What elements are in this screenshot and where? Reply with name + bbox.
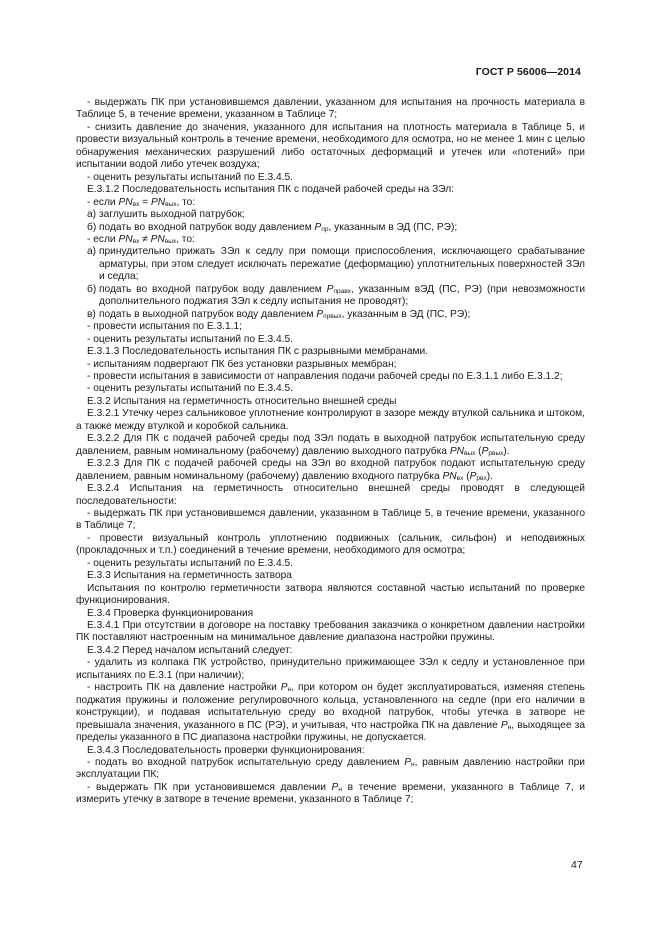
paragraph: - оценить результаты испытаний по Е.3.4.5. [87, 557, 294, 569]
paragraph: Испытания по контролю герметичности затвора являются составной частью испытаний по проверке функционирования. [76, 582, 585, 607]
list-item: б) подать во входной патрубок воду давлением $P_{правх}$, указанным вЭД (ПС, РЭ) (при невозможности дополнительного поджатия ЗЭл к седлу испытания не проводят); [87, 283, 586, 308]
section-heading: Е.3.1.3 Последовательность испытания ПК с разрывными мембранами. [87, 346, 429, 358]
paragraph: - оценить результаты испытаний по Е.3.4.5. [87, 333, 294, 345]
document-body [76, 97, 585, 807]
paragraph: - выдержать ПК при установившемся давлении, указанном для испытания на прочность материала в Таблице 5, в течение времени, указанном в Таблице 7; [76, 97, 585, 121]
section-heading: Е.3.2 Испытания на герметичность относительно внешней среды [87, 395, 397, 407]
section-heading: Е.3.4.3 Последовательность проверки функционирования: [87, 744, 365, 756]
page-number: 47 [571, 859, 583, 871]
list-item: б) подать во входной патрубок воду давлением $P_{пр}$, указанным в ЭД (ПС, РЭ); [87, 221, 458, 233]
paragraph: - испытаниям подвергают ПК без установки разрывных мембран; [87, 358, 397, 370]
paragraph: - если $PN_{вх} \ne PN_{вых}$, то: [87, 233, 195, 245]
paragraph: - снизить давление до значения, указанного для испытания на плотность материала в Таблице 5, и провести визуальный контроль в течение времени, необходимого для осмотра, но не менее 1 мин с целью обнаружения механических разрушений либо остаточных деформаций и утечек или «потений» при испытании водой либо утечек воздуха; [76, 121, 585, 171]
paragraph: - оценить результаты испытаний по Е.3.4.5. [87, 383, 294, 395]
paragraph: - провести визуальный контроль уплотнению подвижных (сальник, сильфон) и неподвижных (прокладочных и т.п.) соединений в течение времени, необходимого для осмотра; [76, 532, 585, 557]
paragraph: Е.3.2.3 Для ПК с подачей рабочей среды на ЗЭл во входной патрубок подают испытательную среду давлением, равным номинальному (рабочему) давлению входного патрубка $PN_{вх}$ $(P_{рвх})$. [76, 458, 585, 482]
paragraph: Е.3.2.2 Для ПК с подачей рабочей среды под ЗЭл подать в выходной патрубок испытательную среду давлением, равным номинальному (рабочему) давлению выходного патрубка $PN_{вых}$ $(P_{рвых})$. [76, 433, 585, 457]
section-heading: Е.3.1.2 Последовательность испытания ПК с подачей рабочей среды на ЗЭл: [87, 184, 455, 196]
list-item: а) заглушить выходной патрубок; [87, 209, 245, 221]
paragraph: - провести испытания по Е.3.1.1; [87, 321, 242, 333]
paragraph: - подать во входной патрубок испытательную среду давлением $P_н$, равным давлению настройки при эксплуатации ПК; [76, 757, 585, 781]
section-heading: Е.3.3 Испытания на герметичность затвора [87, 570, 292, 582]
paragraph: Е.3.4.1 При отсутствии в договоре на поставку требования заказчика о конкретном давлении настройки ПК поставляют настроенным на минимальное давление диапазона настройки пружины. [76, 620, 585, 644]
document-code: ГОСТ Р 56006—2014 [475, 66, 581, 78]
paragraph: - оценить результаты испытаний по Е.3.4.5. [87, 171, 294, 183]
paragraph: - выдержать ПК при установившемся давлении, указанном в Таблице 5, в течение времени, указанного в Таблице 7; [76, 507, 585, 532]
list-item: а) принудительно прижать ЗЭл к седлу при помощи приспособления, исключающего срабатывание арматуры, при этом следует исключать пережатие (деформацию) уплотнительных поверхностей ЗЭл и седла; [87, 246, 585, 283]
paragraph: - выдержать ПК при установившемся давлении $P_н$ в течение времени, указанного в Таблице 7, и измерить утечку в затворе в течение времени, указанного в Таблице 7; [76, 781, 586, 806]
paragraph: Е.3.4.2 Перед началом испытаний следует: [87, 644, 293, 656]
paragraph: - удалить из колпака ПК устройство, принудительно прижимающее ЗЭл к седлу и установленное при испытаниях по Е.3.1 (при наличии); [76, 657, 585, 681]
section-heading: Е.3.4 Проверка функционирования [87, 607, 254, 619]
paragraph: - если $PN_{вх} = PN_{вых}$, то: [87, 196, 196, 208]
paragraph: - настроить ПК на давление настройки $P_н$, при котором он будет эксплуатироваться, изменяя степень поджатия пружины и положение регулировочного кольца, установленного на седле (при его наличии в конструкции), и подавая испытательную среду во входной патрубок, чтобы утечка в затворе не превышала значения, указанного в ПС (РЭ), и учитывая, что настройка ПК на давление $P_н$, выходящее за пределы указанного в ПС диапазона настройки пружины, не допускается. [76, 682, 585, 744]
paragraph: Е.3.2.1 Утечку через сальниковое уплотнение контролируют в зазоре между втулкой сальника и штоком, а также между втулкой и коробкой сальника. [76, 408, 585, 432]
paragraph: Е.3.2.4 Испытания на герметичность относительно внешней среды проводят в следующей последовательности: [76, 483, 585, 507]
paragraph: - провести испытания в зависимости от направления подачи рабочей среды по Е.3.1.1 либо Е.3.1.2; [87, 370, 563, 382]
list-item: в) подать в выходной патрубок воду давлением $P_{првых}$, указанным в ЭД (ПС, РЭ); [87, 308, 471, 320]
